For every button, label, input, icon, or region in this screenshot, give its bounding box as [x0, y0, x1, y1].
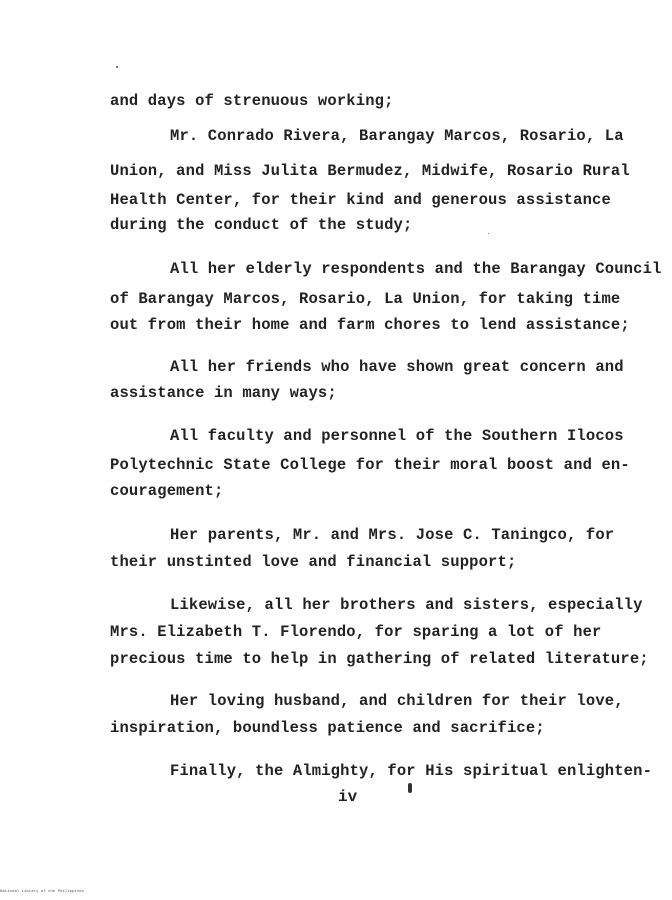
text-line: and days of strenuous working;: [110, 92, 394, 110]
text-line: Her loving husband, and children for their love,: [170, 692, 624, 710]
text-line: Likewise, all her brothers and sisters, especially: [170, 596, 643, 614]
text-line: Finally, the Almighty, for His spiritual enlighten-: [170, 762, 653, 780]
text-line: Her parents, Mr. and Mrs. Jose C. Taningco, for: [170, 526, 615, 544]
text-line: Union, and Miss Julita Bermudez, Midwife, Rosario Rural: [110, 162, 630, 180]
text-line: All her friends who have shown great concern and: [170, 358, 624, 376]
text-line: inspiration, boundless patience and sacrifice;: [110, 719, 545, 737]
text-line: All faculty and personnel of the Southern Ilocos: [170, 427, 624, 445]
text-line: their unstinted love and financial support;: [110, 553, 517, 571]
text-line: of Barangay Marcos, Rosario, La Union, for taking time: [110, 290, 621, 308]
text-line: All her elderly respondents and the Barangay Council: [170, 260, 662, 278]
text-line: during the conduct of the study;: [110, 216, 413, 234]
text-line: Mr. Conrado Rivera, Barangay Marcos, Rosario, La: [170, 127, 624, 145]
text-line: couragement;: [110, 482, 224, 500]
text-line: Health Center, for their kind and generous assistance: [110, 191, 611, 209]
page-number: iv: [338, 788, 358, 806]
text-line: precious time to help in gathering of related literature;: [110, 650, 649, 668]
scan-speck: [408, 783, 412, 793]
scan-speck: [488, 233, 489, 234]
scan-speck: [116, 66, 118, 68]
text-line: out from their home and farm chores to lend assistance;: [110, 316, 630, 334]
text-line: Mrs. Elizabeth T. Florendo, for sparing a lot of her: [110, 623, 602, 641]
footer-text: National Library of the Philippines: [0, 890, 85, 894]
text-line: assistance in many ways;: [110, 384, 337, 402]
text-line: Polytechnic State College for their moral boost and en-: [110, 456, 630, 474]
